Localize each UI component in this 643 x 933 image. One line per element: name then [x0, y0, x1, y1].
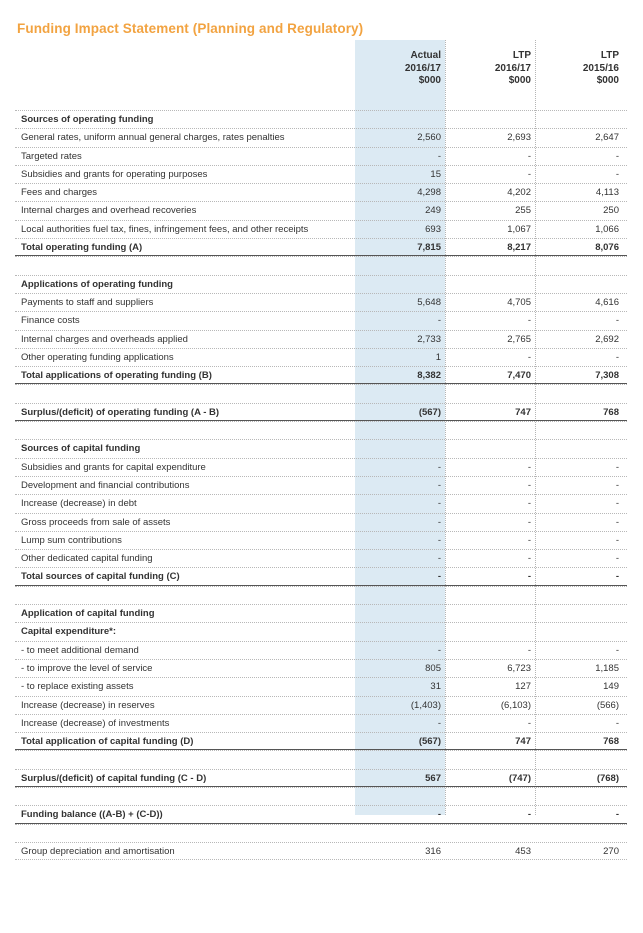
value-ltp-2015-16: -: [615, 498, 619, 510]
value-actual-2016-17: 15: [430, 168, 441, 180]
table-row: [15, 494, 627, 512]
value-ltp-2016-17: (747): [508, 772, 531, 784]
column-header-actual-2016-17: Actual 2016/17 $000: [404, 50, 441, 86]
value-actual-2016-17: 4,298: [417, 187, 441, 199]
table-row: [15, 696, 627, 714]
row-label: Subsidies and grants for operating purposes: [21, 168, 208, 180]
value-ltp-2015-16: (768): [596, 772, 619, 784]
table-row: [15, 476, 627, 494]
total-row: [15, 567, 627, 585]
value-ltp-2015-16: 250: [603, 205, 619, 217]
value-ltp-2016-17: 2,765: [507, 333, 531, 345]
page-title: Funding Impact Statement (Planning and Regulatory): [17, 21, 364, 36]
value-ltp-2016-17: -: [527, 809, 531, 821]
total-row: [15, 732, 627, 750]
row-label: Application of capital funding: [21, 608, 155, 620]
spacer-row: [15, 384, 627, 402]
value-ltp-2016-17: 4,202: [507, 187, 531, 199]
value-ltp-2015-16: 1,185: [595, 662, 619, 674]
value-ltp-2016-17: -: [527, 534, 531, 546]
row-label: Development and financial contributions: [21, 479, 190, 491]
value-ltp-2016-17: 127: [515, 681, 531, 693]
row-label: Total applications of operating funding (B): [21, 370, 212, 382]
row-label: Increase (decrease) of investments: [21, 717, 170, 729]
value-actual-2016-17: -: [437, 315, 441, 327]
section-heading-row: [15, 439, 627, 457]
value-actual-2016-17: 8,382: [417, 370, 441, 382]
value-ltp-2016-17: -: [527, 168, 531, 180]
value-actual-2016-17: (567): [418, 406, 441, 418]
row-label: Gross proceeds from sale of assets: [21, 516, 171, 528]
value-ltp-2015-16: 270: [603, 845, 619, 857]
total-row: [15, 366, 627, 384]
row-label: Total sources of capital funding (C): [21, 571, 180, 583]
value-ltp-2015-16: -: [615, 351, 619, 363]
table-row: [15, 531, 627, 549]
total-row: [15, 769, 627, 787]
value-ltp-2016-17: -: [527, 315, 531, 327]
row-label: Sources of capital funding: [21, 443, 141, 455]
value-ltp-2016-17: 255: [515, 205, 531, 217]
value-ltp-2015-16: 768: [603, 406, 619, 418]
spacer-row: [15, 824, 627, 842]
value-actual-2016-17: (1,403): [410, 699, 441, 711]
row-label: Targeted rates: [21, 150, 82, 162]
value-actual-2016-17: -: [437, 553, 441, 565]
spacer-row: [15, 586, 627, 604]
table-row: [15, 549, 627, 567]
value-actual-2016-17: 316: [425, 845, 441, 857]
row-label: Increase (decrease) in reserves: [21, 699, 155, 711]
value-actual-2016-17: -: [437, 534, 441, 546]
value-ltp-2016-17: 2,693: [507, 132, 531, 144]
value-ltp-2016-17: -: [527, 553, 531, 565]
section-heading-row: [15, 110, 627, 128]
value-actual-2016-17: -: [437, 571, 441, 583]
value-ltp-2016-17: -: [527, 644, 531, 656]
value-actual-2016-17: 805: [425, 662, 441, 674]
value-ltp-2016-17: -: [527, 571, 531, 583]
value-ltp-2016-17: 747: [515, 736, 531, 748]
value-ltp-2016-17: 4,705: [507, 296, 531, 308]
row-label: Total application of capital funding (D): [21, 736, 194, 748]
value-actual-2016-17: 5,648: [417, 296, 441, 308]
row-label: Group depreciation and amortisation: [21, 845, 175, 857]
column-header-ltp-2015-16: LTP 2015/16 $000: [582, 50, 619, 86]
value-actual-2016-17: 2,560: [417, 132, 441, 144]
table-row: [15, 659, 627, 677]
table-row: [15, 677, 627, 695]
table-row: [15, 311, 627, 329]
row-label: Surplus/(deficit) of operating funding (A - B): [21, 406, 220, 418]
value-ltp-2016-17: 747: [515, 406, 531, 418]
table-row: [15, 201, 627, 219]
row-label: Increase (decrease) in debt: [21, 498, 137, 510]
table-row: [15, 842, 627, 860]
value-ltp-2015-16: -: [615, 150, 619, 162]
funding-table: [15, 110, 627, 860]
value-ltp-2015-16: (566): [596, 699, 619, 711]
table-row: [15, 220, 627, 238]
value-ltp-2016-17: 453: [515, 845, 531, 857]
table-row: [15, 165, 627, 183]
value-ltp-2015-16: 8,076: [595, 242, 619, 254]
row-label: Sources of operating funding: [21, 114, 154, 125]
value-actual-2016-17: 693: [425, 223, 441, 235]
section-heading-row: [15, 622, 627, 640]
row-label: Local authorities fuel tax, fines, infringement fees, and other receipts: [21, 223, 309, 235]
spacer-row: [15, 421, 627, 439]
value-ltp-2016-17: -: [527, 461, 531, 473]
table-row: [15, 293, 627, 311]
value-ltp-2016-17: -: [527, 516, 531, 528]
value-ltp-2015-16: -: [615, 479, 619, 491]
value-ltp-2015-16: -: [615, 553, 619, 565]
value-ltp-2016-17: 8,217: [507, 242, 531, 254]
row-label: Total operating funding (A): [21, 242, 143, 254]
value-ltp-2016-17: -: [527, 150, 531, 162]
row-label: Payments to staff and suppliers: [21, 296, 154, 308]
value-ltp-2016-17: 7,470: [507, 370, 531, 382]
value-actual-2016-17: 31: [430, 681, 441, 693]
table-row: [15, 348, 627, 366]
value-actual-2016-17: -: [437, 516, 441, 528]
value-ltp-2015-16: -: [615, 644, 619, 656]
value-ltp-2015-16: -: [615, 516, 619, 528]
value-actual-2016-17: 2,733: [417, 333, 441, 345]
value-actual-2016-17: -: [437, 479, 441, 491]
value-ltp-2016-17: -: [527, 498, 531, 510]
value-actual-2016-17: -: [437, 461, 441, 473]
value-ltp-2015-16: 4,616: [595, 296, 619, 308]
value-ltp-2015-16: -: [615, 571, 619, 583]
value-ltp-2016-17: -: [527, 479, 531, 491]
row-label: Funding balance ((A-B) + (C-D)): [21, 809, 163, 821]
value-ltp-2015-16: 4,113: [595, 187, 619, 199]
row-label: Applications of operating funding: [21, 278, 173, 290]
row-label: General rates, uniform annual general charges, rates penalties: [21, 132, 285, 144]
row-label: - to improve the level of service: [21, 662, 153, 674]
spacer-row: [15, 256, 627, 274]
row-label: Fees and charges: [21, 187, 98, 199]
value-ltp-2015-16: 7,308: [595, 370, 619, 382]
section-heading-row: [15, 275, 627, 293]
section-heading-row: [15, 604, 627, 622]
table-row: [15, 128, 627, 146]
value-ltp-2015-16: -: [615, 315, 619, 327]
row-label: - to replace existing assets: [21, 681, 134, 693]
value-ltp-2015-16: -: [615, 809, 619, 821]
table-row: [15, 147, 627, 165]
table-row: [15, 330, 627, 348]
row-label: Internal charges and overheads applied: [21, 333, 188, 345]
spacer-row: [15, 787, 627, 805]
value-actual-2016-17: -: [437, 809, 441, 821]
table-row: [15, 714, 627, 732]
value-actual-2016-17: 567: [425, 772, 441, 784]
value-ltp-2015-16: 2,692: [595, 333, 619, 345]
row-label: Internal charges and overhead recoveries: [21, 205, 197, 217]
row-label: Surplus/(deficit) of capital funding (C - D): [21, 772, 207, 784]
value-ltp-2015-16: 1,066: [595, 223, 619, 235]
table-row: [15, 641, 627, 659]
total-row: [15, 805, 627, 823]
value-ltp-2015-16: 149: [603, 681, 619, 693]
value-actual-2016-17: (567): [418, 736, 441, 748]
value-ltp-2015-16: 768: [603, 736, 619, 748]
value-ltp-2016-17: 6,723: [507, 662, 531, 674]
value-actual-2016-17: -: [437, 644, 441, 656]
row-label: - to meet additional demand: [21, 644, 139, 656]
value-actual-2016-17: 7,815: [417, 242, 441, 254]
value-actual-2016-17: 1: [435, 351, 441, 363]
row-label: Lump sum contributions: [21, 534, 122, 546]
value-ltp-2015-16: -: [615, 717, 619, 729]
table-row: [15, 458, 627, 476]
total-row: [15, 238, 627, 256]
row-label: Capital expenditure*:: [21, 626, 117, 638]
value-actual-2016-17: -: [437, 150, 441, 162]
value-ltp-2016-17: 1,067: [507, 223, 531, 235]
spacer-row: [15, 750, 627, 768]
table-header: [15, 44, 627, 114]
table-row: [15, 183, 627, 201]
value-ltp-2015-16: -: [615, 534, 619, 546]
column-header-ltp-2016-17: LTP 2016/17 $000: [494, 50, 531, 86]
value-ltp-2015-16: -: [615, 168, 619, 180]
value-ltp-2015-16: -: [615, 461, 619, 473]
total-row: [15, 403, 627, 421]
value-ltp-2016-17: (6,103): [500, 699, 531, 711]
value-actual-2016-17: -: [437, 717, 441, 729]
row-label: Subsidies and grants for capital expenditure: [21, 461, 206, 473]
row-label: Other dedicated capital funding: [21, 553, 153, 565]
table-row: [15, 513, 627, 531]
value-actual-2016-17: -: [437, 498, 441, 510]
value-ltp-2016-17: -: [527, 351, 531, 363]
row-label: Finance costs: [21, 315, 80, 327]
row-label: Other operating funding applications: [21, 351, 174, 363]
value-actual-2016-17: 249: [425, 205, 441, 217]
value-ltp-2016-17: -: [527, 717, 531, 729]
value-ltp-2015-16: 2,647: [595, 132, 619, 144]
